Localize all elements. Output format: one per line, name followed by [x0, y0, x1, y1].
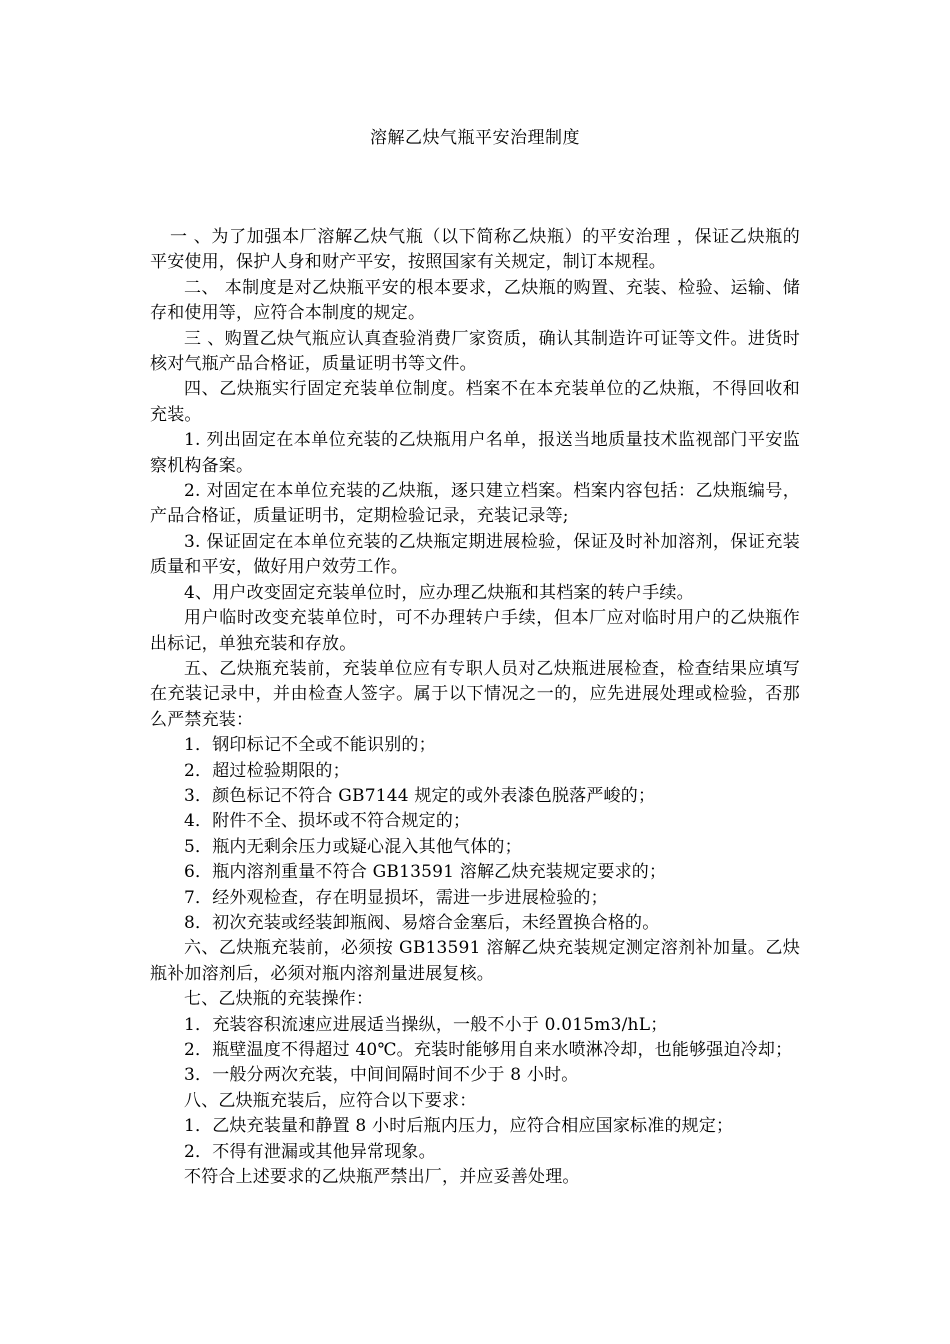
paragraph-4-item-1: 1. 列出固定在本单位充装的乙炔瓶用户名单，报送当地质量技术监视部门平安监察机构备案。 — [150, 430, 800, 476]
paragraph-4-item-3: 3. 保证固定在本单位充装的乙炔瓶定期进展检验，保证及时补加溶剂，保证充装质量和平安，做好用户效劳工作。 — [150, 531, 800, 578]
paragraph-5-item-2: 2．超过检验期限的； — [184, 760, 350, 781]
paragraph-4-item-2: 2. 对固定在本单位充装的乙炔瓶，逐只建立档案。档案内容包括：乙炔瓶编号，产品合格证，质量证明书，定期检验记录，充装记录等; — [150, 481, 800, 527]
paragraph-7-item-1: 1．充装容积流速应进展适当操纵，一般不小于 0.015m3/hL； — [184, 1014, 668, 1035]
paragraph-8-item-2: 2．不得有泄漏或其他异常现象。 — [184, 1141, 436, 1162]
paragraph-8-item-1: 1．乙炔充装量和静置 8 小时后瓶内压力，应符合相应国家标准的规定； — [184, 1116, 734, 1137]
paragraph-8-note: 不符合上述要求的乙炔瓶严禁出厂，并应妥善处理。 — [184, 1167, 580, 1188]
paragraph-5-item-1: 1．钢印标记不全或不能识别的； — [184, 735, 436, 756]
paragraph-5-item-5: 5．瓶内无剩余压力或疑心混入其他气体的； — [184, 836, 522, 857]
paragraph-5-item-4: 4．附件不全、损坏或不符合规定的； — [184, 811, 471, 832]
paragraph-5-item-3: 3．颜色标记不符合 GB7144 规定的或外表漆色脱落严峻的； — [184, 785, 656, 806]
document-title: 溶解乙炔气瓶平安治理制度 — [370, 128, 580, 148]
paragraph-5-item-6: 6．瓶内溶剂重量不符合 GB13591 溶解乙炔充装规定要求的； — [184, 862, 667, 883]
paragraph-5: 五、乙炔瓶充装前，充装单位应有专职人员对乙炔瓶进展检查，检查结果应填写在充装记录中，并由检查人签字。属于以下情况之一的，应先进展处理或检验，否那么严禁充装： — [150, 658, 800, 730]
paragraph-4: 四、乙炔瓶实行固定充装单位制度。档案不在本充装单位的乙炔瓶，不得回收和充装。 — [150, 379, 800, 425]
paragraph-3: 三 、购置乙炔气瓶应认真查验消费厂家资质，确认其制造许可证等文件。进货时核对气瓶产品合格证，质量证明书等文件。 — [150, 328, 800, 375]
paragraph-7-item-2: 2．瓶壁温度不得超过 40℃。充装时能够用自来水喷淋冷却，也能够强迫冷却； — [184, 1040, 793, 1060]
paragraph-2: 二、 本制度是对乙炔瓶平安的根本要求，乙炔瓶的购置、充装、检验、运输、储存和使用等，应符合本制度的规定。 — [150, 277, 800, 324]
document-body — [150, 225, 800, 1190]
paragraph-7: 七、乙炔瓶的充装操作： — [184, 989, 374, 1010]
paragraph-6: 六、乙炔瓶充装前，必须按 GB13591 溶解乙炔充装规定测定溶剂补加量。乙炔瓶补加溶剂后，必须对瓶内溶剂量进展复核。 — [150, 938, 800, 984]
paragraph-5-item-8: 8．初次充装或经装卸瓶阀、易熔合金塞后，未经置换合格的。 — [184, 912, 660, 933]
paragraph-5-item-7: 7．经外观检查，存在明显损坏，需进一步进展检验的； — [184, 887, 608, 908]
paragraph-1: 一 、为了加强本厂溶解乙炔气瓶（以下简称乙炔瓶）的平安治理 ，保证乙炔瓶的平安使用，保护人身和财产平安，按照国家有关规定，制订本规程。 — [150, 227, 800, 273]
paragraph-4-note: 用户临时改变充装单位时，可不办理转户手续，但本厂应对临时用户的乙炔瓶作出标记，单独充装和存放。 — [150, 608, 800, 654]
paragraph-7-item-3: 3．一般分两次充装，中间间隔时间不少于 8 小时。 — [184, 1065, 579, 1086]
paragraph-4-item-4: 4、用户改变固定充装单位时，应办理乙炔瓶和其档案的转户手续。 — [184, 582, 694, 603]
paragraph-8: 八、乙炔瓶充装后，应符合以下要求： — [184, 1090, 477, 1111]
